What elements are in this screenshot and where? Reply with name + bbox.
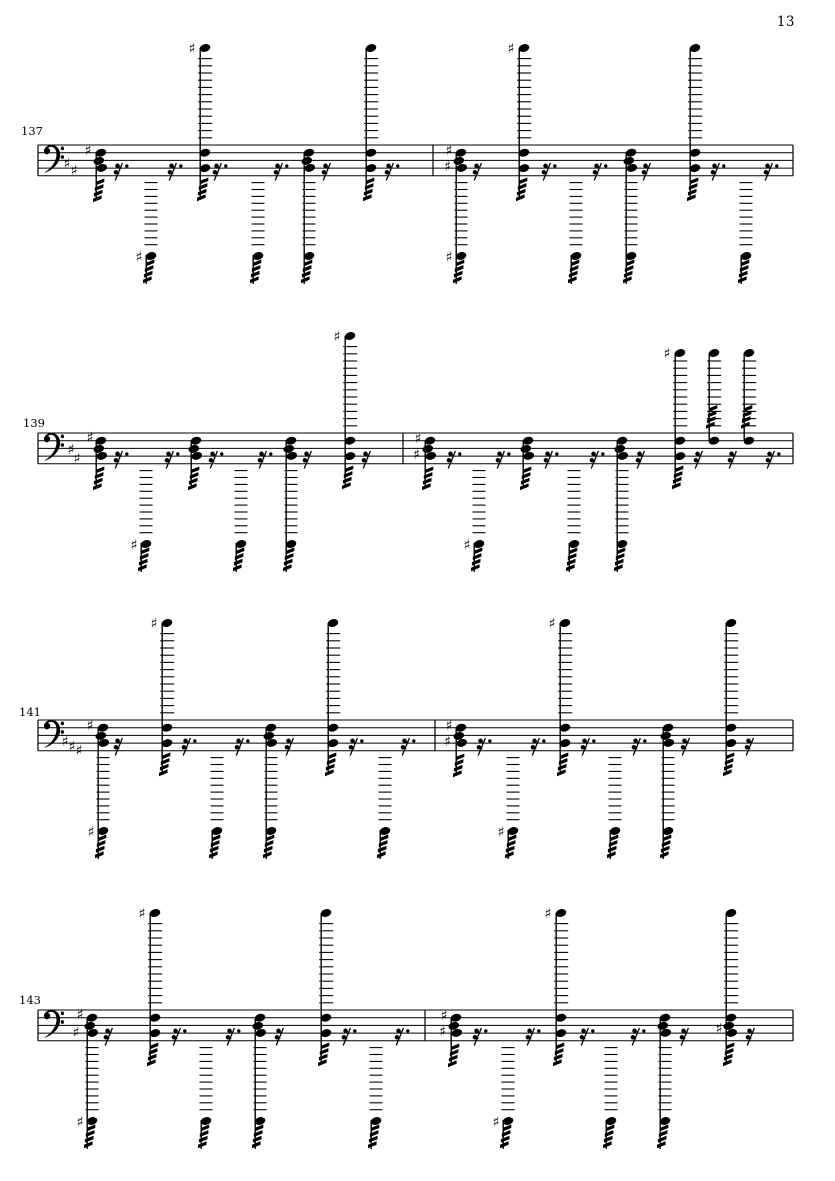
augmentation-dot bbox=[179, 164, 182, 167]
augmentation-dot bbox=[604, 164, 607, 167]
high-note-chord bbox=[151, 616, 175, 776]
bass-clef-icon bbox=[44, 145, 64, 173]
system-139 bbox=[23, 329, 793, 572]
augmentation-dot bbox=[406, 1029, 409, 1032]
high-note bbox=[706, 348, 721, 446]
key-signature-sharp-icon: ♯ bbox=[73, 450, 81, 467]
augmentation-dot bbox=[488, 739, 491, 742]
augmentation-dot bbox=[412, 739, 415, 742]
rest-sixteenth bbox=[342, 1028, 357, 1046]
high-note-chord bbox=[549, 616, 573, 776]
key-signature-sharp-icon: ♯ bbox=[72, 1024, 80, 1041]
low-note bbox=[603, 1048, 618, 1149]
high-note-chord bbox=[508, 41, 532, 201]
sharp-icon: ♯ bbox=[333, 328, 341, 345]
sharp-icon: ♯ bbox=[445, 249, 453, 266]
key-signature-sharp-icon: ♯ bbox=[61, 733, 69, 750]
rest-sixteenth bbox=[303, 451, 312, 469]
sharp-icon: ♯ bbox=[188, 40, 196, 57]
chord-note bbox=[93, 148, 108, 203]
augmentation-dot bbox=[537, 1029, 540, 1032]
sharp-icon: ♯ bbox=[544, 905, 552, 922]
rest-sixteenth bbox=[395, 1028, 410, 1046]
page-number: 13 bbox=[776, 14, 795, 30]
sharp-icon: ♯ bbox=[138, 905, 146, 922]
high-note-chord bbox=[334, 329, 358, 489]
rest-sixteenth bbox=[526, 1028, 541, 1046]
rest-sixteenth bbox=[401, 738, 416, 756]
chord-note bbox=[188, 436, 203, 491]
low-note bbox=[493, 1048, 515, 1149]
sharp-icon: ♯ bbox=[413, 446, 420, 463]
sharp-icon: ♯ bbox=[414, 430, 422, 447]
sharp-icon: ♯ bbox=[507, 40, 515, 57]
rest-sixteenth bbox=[274, 163, 289, 181]
sharp-icon: ♯ bbox=[444, 158, 451, 175]
rest-sixteenth bbox=[694, 451, 703, 469]
rest-sixteenth bbox=[642, 163, 651, 181]
rest-sixteenth bbox=[681, 738, 690, 756]
augmentation-dot bbox=[176, 452, 179, 455]
rest-sixteenth bbox=[680, 1028, 689, 1046]
augmentation-dot bbox=[484, 1029, 487, 1032]
key-signature-sharp-icon: ♯ bbox=[68, 738, 76, 755]
low-note bbox=[568, 183, 583, 284]
high-note-chord bbox=[545, 906, 569, 1066]
rest-sixteenth bbox=[496, 451, 511, 469]
rest-sixteenth bbox=[473, 1028, 488, 1046]
augmentation-dot bbox=[183, 1029, 186, 1032]
rest-sixteenth bbox=[711, 163, 726, 181]
low-note bbox=[738, 183, 753, 284]
low-note bbox=[566, 471, 581, 572]
low-note bbox=[250, 183, 265, 284]
rest-sixteenth bbox=[362, 451, 371, 469]
sharp-icon: ♯ bbox=[130, 537, 138, 554]
sharp-icon: ♯ bbox=[445, 142, 453, 159]
measure-number: 137 bbox=[21, 124, 43, 138]
rest-sixteenth bbox=[746, 1028, 755, 1046]
rest-sixteenth bbox=[544, 451, 559, 469]
rest-sixteenth bbox=[580, 1028, 595, 1046]
sharp-icon: ♯ bbox=[463, 537, 471, 554]
rest-sixteenth bbox=[531, 738, 546, 756]
augmentation-dot bbox=[601, 452, 604, 455]
rest-sixteenth bbox=[631, 1028, 646, 1046]
augmentation-dot bbox=[360, 739, 363, 742]
rest-sixteenth bbox=[728, 451, 737, 469]
sharp-icon: ♯ bbox=[548, 615, 556, 632]
augmentation-dot bbox=[642, 1029, 645, 1032]
rest-sixteenth bbox=[764, 163, 779, 181]
low-note bbox=[464, 471, 486, 572]
rest-sixteenth bbox=[477, 738, 492, 756]
rest-sixteenth bbox=[235, 738, 250, 756]
augmentation-dot bbox=[722, 164, 725, 167]
chord-note bbox=[93, 436, 108, 491]
augmentation-dot bbox=[555, 452, 558, 455]
high-note-chord bbox=[325, 618, 340, 776]
low-note bbox=[136, 183, 158, 284]
augmentation-dot bbox=[507, 452, 510, 455]
sharp-icon: ♯ bbox=[492, 1114, 500, 1131]
low-note bbox=[198, 1048, 213, 1149]
augmentation-dot bbox=[775, 164, 778, 167]
rest-sixteenth bbox=[447, 451, 462, 469]
sharp-icon: ♯ bbox=[445, 717, 453, 734]
rest-sixteenth bbox=[114, 738, 123, 756]
augmentation-dot bbox=[220, 452, 223, 455]
sharp-icon: ♯ bbox=[440, 1007, 448, 1024]
key-signature-sharp-icon: ♯ bbox=[75, 742, 83, 759]
rest-sixteenth bbox=[593, 163, 608, 181]
rest-sixteenth bbox=[349, 738, 364, 756]
sharp-icon: ♯ bbox=[715, 1020, 723, 1037]
augmentation-dot bbox=[643, 739, 646, 742]
sharp-icon: ♯ bbox=[87, 824, 95, 841]
rest-sixteenth bbox=[213, 163, 228, 181]
key-signature-sharp-icon: ♯ bbox=[76, 1006, 84, 1023]
low-note bbox=[498, 758, 520, 859]
augmentation-dot bbox=[285, 164, 288, 167]
rest-sixteenth bbox=[168, 163, 183, 181]
chord-note bbox=[444, 718, 468, 777]
augmentation-dot bbox=[237, 1029, 240, 1032]
sharp-icon: ♯ bbox=[76, 1114, 84, 1131]
rest-sixteenth bbox=[209, 451, 224, 469]
augmentation-dot bbox=[269, 452, 272, 455]
key-signature-sharp-icon: ♯ bbox=[70, 162, 78, 179]
rest-sixteenth bbox=[590, 451, 605, 469]
high-note-chord bbox=[139, 906, 163, 1066]
low-note bbox=[209, 758, 224, 859]
rest-sixteenth bbox=[285, 738, 294, 756]
high-note bbox=[741, 348, 756, 446]
rest-sixteenth bbox=[632, 738, 647, 756]
chord-note bbox=[439, 1008, 463, 1067]
high-note-chord bbox=[723, 618, 738, 776]
chord-note bbox=[520, 436, 535, 491]
rest-sixteenth bbox=[766, 451, 781, 469]
sharp-icon: ♯ bbox=[439, 1023, 446, 1040]
bass-clef-icon bbox=[44, 1010, 64, 1038]
high-note-chord bbox=[687, 43, 702, 201]
rest-sixteenth bbox=[226, 1028, 241, 1046]
augmentation-dot bbox=[542, 739, 545, 742]
low-note bbox=[377, 758, 392, 859]
low-note bbox=[233, 471, 248, 572]
augmentation-dot bbox=[553, 164, 556, 167]
key-signature-sharp-icon: ♯ bbox=[84, 142, 92, 159]
measure-number: 139 bbox=[23, 416, 45, 430]
sharp-icon: ♯ bbox=[444, 733, 451, 750]
high-note-chord bbox=[318, 908, 333, 1066]
high-note-chord bbox=[363, 43, 378, 201]
high-note-chord bbox=[189, 41, 213, 201]
rest-sixteenth bbox=[275, 1028, 284, 1046]
system-137 bbox=[21, 41, 793, 284]
augmentation-dot bbox=[353, 1029, 356, 1032]
key-signature-sharp-icon: ♯ bbox=[63, 155, 71, 172]
sharp-icon: ♯ bbox=[497, 824, 505, 841]
high-note-with-chord bbox=[716, 908, 739, 1066]
rest-sixteenth bbox=[636, 451, 645, 469]
rest-sixteenth bbox=[385, 163, 400, 181]
rest-sixteenth bbox=[165, 451, 180, 469]
sharp-icon: ♯ bbox=[663, 345, 671, 362]
rest-sixteenth bbox=[258, 451, 273, 469]
measure-number: 143 bbox=[19, 993, 41, 1007]
augmentation-dot bbox=[591, 1029, 594, 1032]
augmentation-dot bbox=[396, 164, 399, 167]
key-signature-sharp-icon: ♯ bbox=[67, 441, 75, 458]
augmentation-dot bbox=[777, 452, 780, 455]
bass-clef-icon bbox=[44, 433, 64, 461]
rest-sixteenth bbox=[473, 163, 482, 181]
rest-sixteenth bbox=[114, 163, 129, 181]
chord-with-low-note bbox=[444, 143, 468, 284]
rest-sixteenth bbox=[114, 451, 129, 469]
low-note bbox=[368, 1048, 383, 1149]
augmentation-dot bbox=[193, 739, 196, 742]
rest-sixteenth bbox=[182, 738, 197, 756]
measure-number: 141 bbox=[19, 705, 41, 719]
rest-sixteenth bbox=[542, 163, 557, 181]
augmentation-dot bbox=[592, 739, 595, 742]
augmentation-dot bbox=[458, 452, 461, 455]
rest-sixteenth bbox=[172, 1028, 187, 1046]
rest-sixteenth bbox=[745, 738, 754, 756]
low-note bbox=[131, 471, 153, 572]
augmentation-dot bbox=[125, 452, 128, 455]
sharp-icon: ♯ bbox=[150, 615, 158, 632]
augmentation-dot bbox=[224, 164, 227, 167]
system-141 bbox=[19, 616, 793, 859]
high-note-chord bbox=[664, 346, 688, 489]
key-signature-sharp-icon: ♯ bbox=[86, 429, 94, 446]
low-note bbox=[607, 758, 622, 859]
sharp-icon: ♯ bbox=[135, 249, 143, 266]
rest-sixteenth bbox=[581, 738, 596, 756]
key-signature-sharp-icon: ♯ bbox=[86, 717, 94, 734]
rest-sixteenth bbox=[104, 1028, 113, 1046]
augmentation-dot bbox=[246, 739, 249, 742]
system-143 bbox=[19, 906, 793, 1149]
rest-sixteenth bbox=[322, 163, 331, 181]
chord-note bbox=[413, 431, 437, 490]
augmentation-dot bbox=[125, 164, 128, 167]
